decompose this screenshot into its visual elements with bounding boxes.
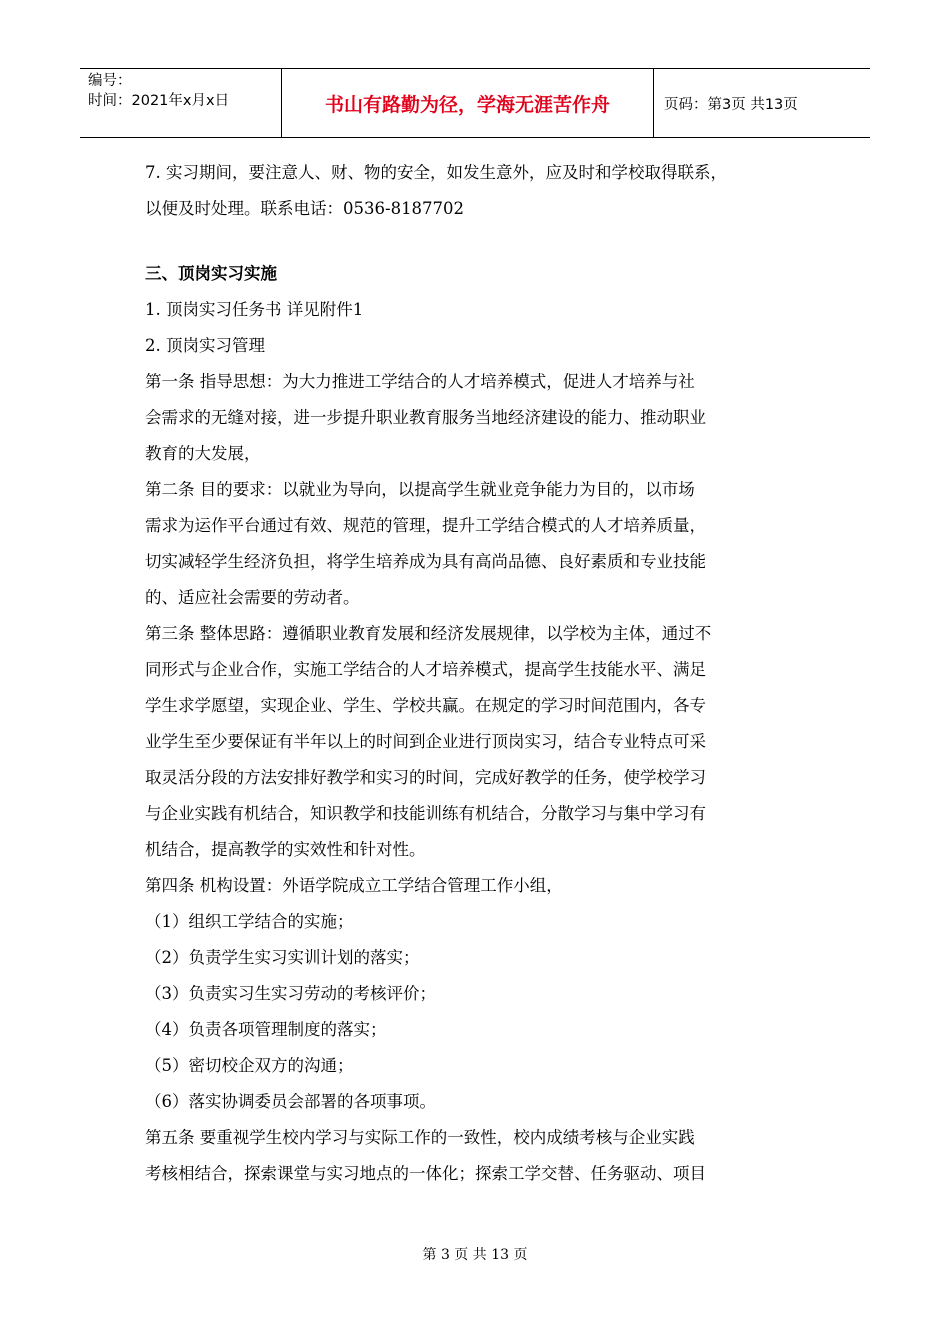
text-line: 第二条 目的要求：以就业为导向，以提高学生就业竞争能力为目的，以市场 bbox=[145, 480, 695, 499]
text-line: 的、适应社会需要的劳动者。 bbox=[145, 588, 360, 607]
text-line: 7. 实习期间，要注意人、财、物的安全，如发生意外，应及时和学校取得联系， bbox=[145, 163, 727, 182]
date-label: 时间：2021年x月x日 bbox=[88, 93, 230, 109]
text-line: （2）负责学生实习实训计划的落实； bbox=[145, 948, 420, 967]
text-line: 教育的大发展， bbox=[145, 444, 261, 463]
page-header bbox=[80, 68, 870, 138]
text-line: （4）负责各项管理制度的落实； bbox=[145, 1020, 387, 1039]
text-line: 第四条 机构设置：外语学院成立工学结合管理工作小组， bbox=[145, 876, 563, 895]
text-line: 机结合，提高教学的实效性和针对性。 bbox=[145, 840, 426, 859]
text-line: 学生求学愿望，实现企业、学生、学校共赢。在规定的学习时间范围内，各专 bbox=[145, 696, 706, 715]
text-line: （5）密切校企双方的沟通； bbox=[145, 1056, 354, 1075]
text-line: （3）负责实习生实习劳动的考核评价； bbox=[145, 984, 436, 1003]
text-line: 切实减轻学生经济负担，将学生培养成为具有高尚品德、良好素质和专业技能 bbox=[145, 552, 706, 571]
section-heading: 三、顶岗实习实施 bbox=[145, 264, 277, 283]
text-line: （6）落实协调委员会部署的各项事项。 bbox=[145, 1092, 436, 1111]
text-line: （1）组织工学结合的实施； bbox=[145, 912, 354, 931]
text-line: 2. 顶岗实习管理 bbox=[145, 336, 265, 355]
header-motto: 书山有路勤为径，学海无涯苦作舟 bbox=[282, 69, 654, 137]
text-line: 同形式与企业合作，实施工学结合的人才培养模式，提高学生技能水平、满足 bbox=[145, 660, 706, 679]
text-line: 第一条 指导思想：为大力推进工学结合的人才培养模式，促进人才培养与社 bbox=[145, 372, 695, 391]
document-body bbox=[145, 155, 815, 1192]
text-line: 以便及时处理。联系电话：0536-8187702 bbox=[145, 199, 465, 218]
header-page-info: 页码：第3页 共13页 bbox=[664, 96, 798, 113]
text-line: 考核相结合，探索课堂与实习地点的一体化；探索工学交替、任务驱动、项目 bbox=[145, 1164, 706, 1183]
text-line: 第五条 要重视学生校内学习与实际工作的一致性，校内成绩考核与企业实践 bbox=[145, 1128, 695, 1147]
text-line: 业学生至少要保证有半年以上的时间到企业进行顶岗实习，结合专业特点可采 bbox=[145, 732, 706, 751]
number-label: 编号： bbox=[88, 73, 132, 89]
page-footer: 第 3 页 共 13 页 bbox=[422, 1247, 528, 1263]
text-line: 与企业实践有机结合，知识教学和技能训练有机结合，分散学习与集中学习有 bbox=[145, 804, 706, 823]
header-meta bbox=[80, 69, 282, 137]
text-line: 第三条 整体思路：遵循职业教育发展和经济发展规律，以学校为主体，通过不 bbox=[145, 624, 712, 643]
text-line: 会需求的无缝对接，进一步提升职业教育服务当地经济建设的能力、推动职业 bbox=[145, 408, 706, 427]
paragraph-gap bbox=[145, 227, 815, 256]
text-line: 取灵活分段的方法安排好教学和实习的时间，完成好教学的任务，使学校学习 bbox=[145, 768, 706, 787]
text-line: 1. 顶岗实习任务书 详见附件1 bbox=[145, 300, 364, 319]
text-line: 需求为运作平台通过有效、规范的管理，提升工学结合模式的人才培养质量， bbox=[145, 516, 706, 535]
